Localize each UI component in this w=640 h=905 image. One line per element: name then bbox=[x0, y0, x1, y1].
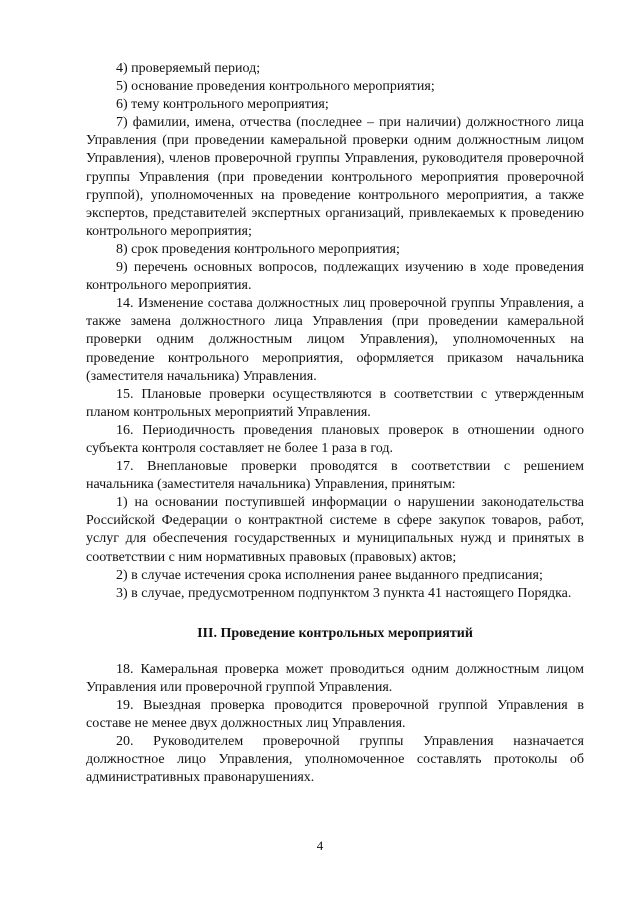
paragraph-subitem-2: 2) в случае истечения срока исполнения ранее выданного предписания; bbox=[116, 567, 543, 583]
paragraph-clause-15: 15. Плановые проверки осуществляются в соответствии с утвержденным планом контрольных мероприятий Управления. bbox=[86, 386, 584, 420]
paragraph-item-9: 9) перечень основных вопросов, подлежащих изучению в ходе проведения контрольного мероприятия. bbox=[86, 260, 584, 294]
paragraph-item-8: 8) срок проведения контрольного мероприятия; bbox=[116, 241, 400, 257]
page-number: 4 bbox=[316, 838, 324, 853]
paragraph-item-7: 7) фамилии, имена, отчества (последнее – при наличии) должностного лица Управления (при проведении камеральной проверки одним должностным лицом Управления), членов проверочной группы Управления, руководителя проверочной группы Управления (при проведении контрольного мероприятия проверочной группой), уполномоченных на проведение контрольного мероприятия, а также экспертов, представителей экспертных организаций, привлекаемых к проведению контрольного мероприятия; bbox=[86, 115, 584, 239]
paragraph-clause-19: 19. Выездная проверка проводится проверочной группой Управления в составе не менее двух должностных лиц Управления. bbox=[86, 698, 584, 732]
paragraph-item-5: 5) основание проведения контрольного мероприятия; bbox=[116, 79, 435, 95]
paragraph-clause-14: 14. Изменение состава должностных лиц проверочной группы Управления, а также замена должностного лица Управления (при проведении камеральной проверки одним должностным лицом Управления), уполномоченных на проведение контрольного мероприятия, оформляется приказом начальника (заместителя начальника) Управления. bbox=[86, 296, 584, 384]
paragraph-item-6: 6) тему контрольного мероприятия; bbox=[116, 97, 329, 113]
paragraph-item-4: 4) проверяемый период; bbox=[116, 61, 261, 76]
paragraph-subitem-3: 3) в случае, предусмотренном подпунктом 3 пункта 41 настоящего Порядка. bbox=[116, 585, 572, 601]
paragraph-clause-18: 18. Камеральная проверка может проводиться одним должностным лицом Управления или проверочной группой Управления. bbox=[86, 661, 584, 695]
paragraph-clause-17: 17. Внеплановые проверки проводятся в соответствии с решением начальника (заместителя начальника) Управления, принятым: bbox=[86, 459, 584, 493]
document-page bbox=[86, 60, 584, 788]
paragraph-clause-16: 16. Периодичность проведения плановых проверок в отношении одного субъекта контроля составляет не более 1 раза в год. bbox=[86, 422, 584, 456]
paragraph-clause-20: 20. Руководителем проверочной группы Управления назначается должностное лицо Управления, уполномоченное составлять протоколы об административных правонарушениях. bbox=[86, 734, 584, 786]
paragraph-subitem-1: 1) на основании поступившей информации о нарушении законодательства Российской Федерации о контрактной системе в сфере закупок товаров, работ, услуг для обеспечения государственных и муниципальных нужд и принятых в соответствии с ним нормативных правовых (правовых) актов; bbox=[86, 495, 584, 565]
section-heading: III. Проведение контрольных мероприятий bbox=[197, 625, 473, 641]
